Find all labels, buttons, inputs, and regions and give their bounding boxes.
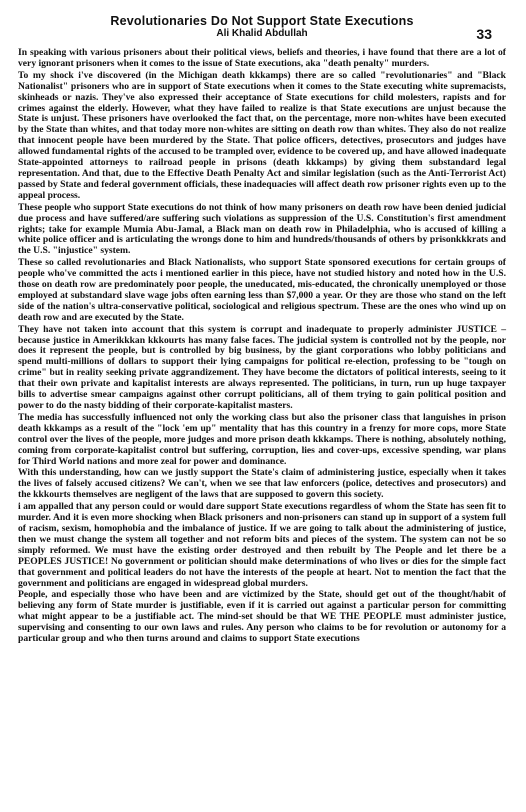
paragraph: People, and especially those who have been and are victimized by the State, should get out of the thought/habit of believing any form of State murder is justifiable, even if it is carried out against a particular person for committing what might appear to be a justifiable act. The mind-set should be that WE THE PEOPLE must administer justice, supervising and consenting to our own laws and rules. Any person who claims to be for revolution or autonomy for a particular group and who then turns around and claims to support State executions bbox=[18, 589, 506, 645]
paragraph: The media has successfully influenced not only the working class but also the prisoner class that languishes in prison death kkkamps as a result of the "lock 'em up" mentality that has this country in a frenzy for more cops, more State control over the lives of the people, more judges and more prison death kkkamps. There is nothing, absolutely nothing, coming from corporate-kapitalist control but suffering, corruption, lies and cover-ups, excessive spending, war plans for Third World nations and more zeal for power and dominance. bbox=[18, 411, 506, 467]
document-body bbox=[18, 48, 506, 645]
paragraph: To my shock i've discovered (in the Michigan death kkkamps) there are so called "revolutionaries" and "Black Nationalist" prisoners who are in support of State executions when it comes to the State executing white supremacists, skinheads or nazis. They've also expressed their acceptance of State executions for child molesters, rapists and for crimes against the elderly. However, what they have failed to realize is that State executions are unjust because the State is unjust. These prisoners have overlooked the fact that, on the percentage, more non-whites have been executed by the State than whites, and that today more non-whites are sitting on death row than whites. They also do not realize that innocent people have been murdered by the State. That police officers, detectives, prosecutors and judges have allowed fundamental rights of the accused to be trampled over, evidence to be covered up, and have allowed inadequate State-appointed attorneys to railroad people in prisons (death kkkamps) by giving them substandard legal representation. And that, due to the Effective Death Penalty Act and similar legislation (such as the Anti-Terrorist Act) passed by State and federal government officials, these inadequacies will affect death row prisoner rights even up to the appeal process. bbox=[18, 69, 506, 201]
paragraph: These so called revolutionaries and Black Nationalists, who support State sponsored executions for certain groups of people who've committed the acts i mentioned earlier in this piece, have not studied history and noted how in the U.S. those on death row are predominately poor people, the uneducated, mis-educated, the chronically unemployed or those employed at substandard slave wage jobs often earning less than $7,000 a year. Or they are those who stand on the left side of the nation's ultra-conservative political, sociological and religious spectrum. These are the ones who wind up on death row and are executed by the State. bbox=[18, 257, 506, 323]
document-title: Revolutionaries Do Not Support State Executions bbox=[110, 14, 414, 28]
page-header bbox=[18, 14, 506, 48]
paragraph: With this understanding, how can we justly support the State's claim of administering justice, especially when it takes the lives of falsely accused citizens? We can't, when we see that law enforcers (police, detectives and prosecutors) and the kkkourts themselves are negligent of the laws that are supposed to govern this society. bbox=[18, 467, 506, 501]
paragraph: i am appalled that any person could or would dare support State executions regardless of whom the State has seen fit to murder. And it is even more shocking when Black prisoners and non-prisoners can stand up in support of a system full of racism, sexism, homophobia and the imbalance of justice. If we are going to talk about the administering of justice, then we must change the system all together and not reform bits and pieces of the system. The system can not be so simply reformed. We must have the existing order destroyed and then rebuilt by The People and let there be a PEOPLES JUSTICE! No government or politician should make determinations of who lives or dies for the simple fact that government and political leaders do not have the interests of the people at heart. Not to mention the fact that the government and politicians are engaged in widespread global murders. bbox=[18, 501, 506, 589]
document-author: Ali Khalid Abdullah bbox=[216, 28, 308, 39]
page-number: 33 bbox=[476, 26, 492, 42]
paragraph: These people who support State executions do not think of how many prisoners on death row have been denied judicial due process and have suffered/are suffering such violations as suppression of the U.S. Constitution's first amendment rights; take for example Mumia Abu-Jamal, a Black man on death row in Philadelphia, who is accused of killing a white police officer and is articulating the wrongs done to him and hundreds/thousands of others by prisonkkkrats and the U.S. "injustice" system. bbox=[18, 201, 506, 257]
paragraph: In speaking with various prisoners about their political views, beliefs and theories, i have found that there are a lot of very ignorant prisoners when it comes to the issue of State executions, aka "death penalty" murders. bbox=[18, 47, 506, 69]
paragraph: They have not taken into account that this system is corrupt and inadequate to properly administer JUSTICE – because justice in Amerikkkan kkkourts has many false faces. The judicial system is controlled not by the people, nor does it represent the people, but is controlled by big business, by the giant corporations who lobby politicians and spend multi-millions of dollars to support their lying campaigns for political re-election, professing to be "tough on crime" but in reality seeking private aggrandizement. They have become the dictators of political interests, seeing to it that their own private and kapitalist interests are always represented. The politicians, in turn, run up huge taxpayer bills to advertise smear campaigns against other corrupt politicians, all of them trying to gain political position and power to do the nasty bidding of their corporate-kapitalist masters. bbox=[18, 323, 506, 411]
